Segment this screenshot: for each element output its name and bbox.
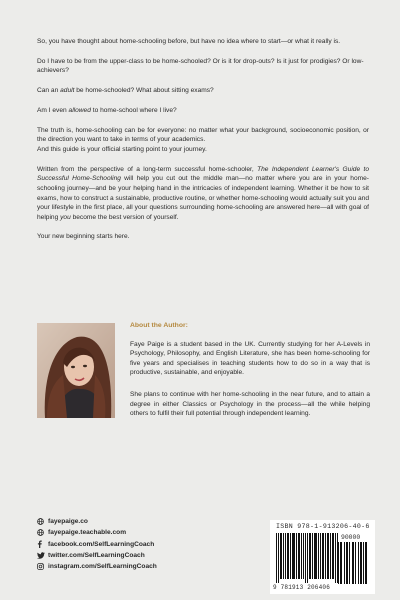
twitter-icon [37, 552, 48, 559]
globe-icon [37, 518, 48, 525]
about-paragraph: She plans to continue with her home-schooling in the near future, and to attain a degree in either Classics or Psychology in the process—all the while helping others to fulfil their full potential through independent learning. [130, 391, 370, 418]
link-text[interactable]: instagram.com/SelfLearningCoach [48, 563, 157, 571]
about-heading: About the Author: [130, 322, 188, 329]
globe-icon [37, 529, 48, 536]
isbn-barcode [270, 520, 375, 594]
blurb-paragraph: So, you have thought about home-schooling before, but have no idea where to start—or what it really is. [37, 38, 341, 45]
link-facebook[interactable] [37, 539, 157, 550]
blurb-paragraph: Your new beginning starts here. [37, 233, 130, 241]
barcode-addon-digits: 90000 [341, 534, 361, 541]
facebook-icon [37, 540, 48, 548]
about-paragraph: Faye Paige is a student based in the UK. Currently studying for her A-Levels in Psychology, Philosophy, and English Literature, she has been home-schooling for five years and specialises in teaching students how to do so in a way that is productive, sustainable, and enjoyable. [130, 340, 370, 377]
link-twitter[interactable] [37, 550, 157, 561]
barcode-bars [276, 533, 338, 583]
social-links [37, 516, 157, 572]
link-teachable[interactable] [37, 527, 157, 538]
instagram-icon [37, 563, 48, 570]
blurb-paragraph: Written from the perspective of a long-term successful home-schooler, The Independent Learner's Guide to Successful Home-Schooling will help you cut out the middle man—no matter where you are in your home-schooling journey—and be your helping hand in the intricacies of independent learning. Whether it be how to sit exams, how to construct a sustainable, productive routine, or whether home-schooling would actually suit you and your lifestyle in the first place, all your questions surrounding home-schooling are answered here—all with goal of helping you become the best version of yourself. [37, 165, 369, 221]
link-instagram[interactable] [37, 561, 157, 572]
barcode-addon-bars [336, 532, 368, 584]
blurb-paragraph: Can an adult be home-schooled? What about sitting exams? [37, 87, 214, 95]
book-title: The Independent Learner's Guide to Successful Home-Schooling [37, 165, 369, 183]
barcode-digits: 9 781913 206406 [273, 584, 331, 591]
blurb-paragraph: Am I even allowed to home-school where I live? [37, 107, 177, 115]
link-text[interactable]: fayepaige.teachable.com [48, 529, 127, 537]
link-website[interactable] [37, 516, 157, 527]
link-text[interactable]: fayepaige.co [48, 518, 88, 526]
link-text[interactable]: twitter.com/SelfLearningCoach [48, 552, 145, 560]
blurb-paragraph: And this guide is your official starting point to your journey. [37, 146, 207, 154]
book-blurb [37, 37, 369, 252]
link-text[interactable]: facebook.com/SelfLearningCoach [48, 540, 155, 548]
about-author [130, 321, 370, 431]
author-photo [37, 323, 115, 418]
isbn-label: ISBN 978-1-913206-40-6 [276, 523, 370, 530]
blurb-paragraph: Do I have to be from the upper-class to be home-schooled? Or is it for drop-outs? Is it just for prodigies? Or low-achievers? [37, 57, 364, 75]
blurb-paragraph: The truth is, home-schooling can be for everyone: no matter what your background, socioeconomic position, or the direction you want to take in terms of your academics. [37, 126, 369, 144]
